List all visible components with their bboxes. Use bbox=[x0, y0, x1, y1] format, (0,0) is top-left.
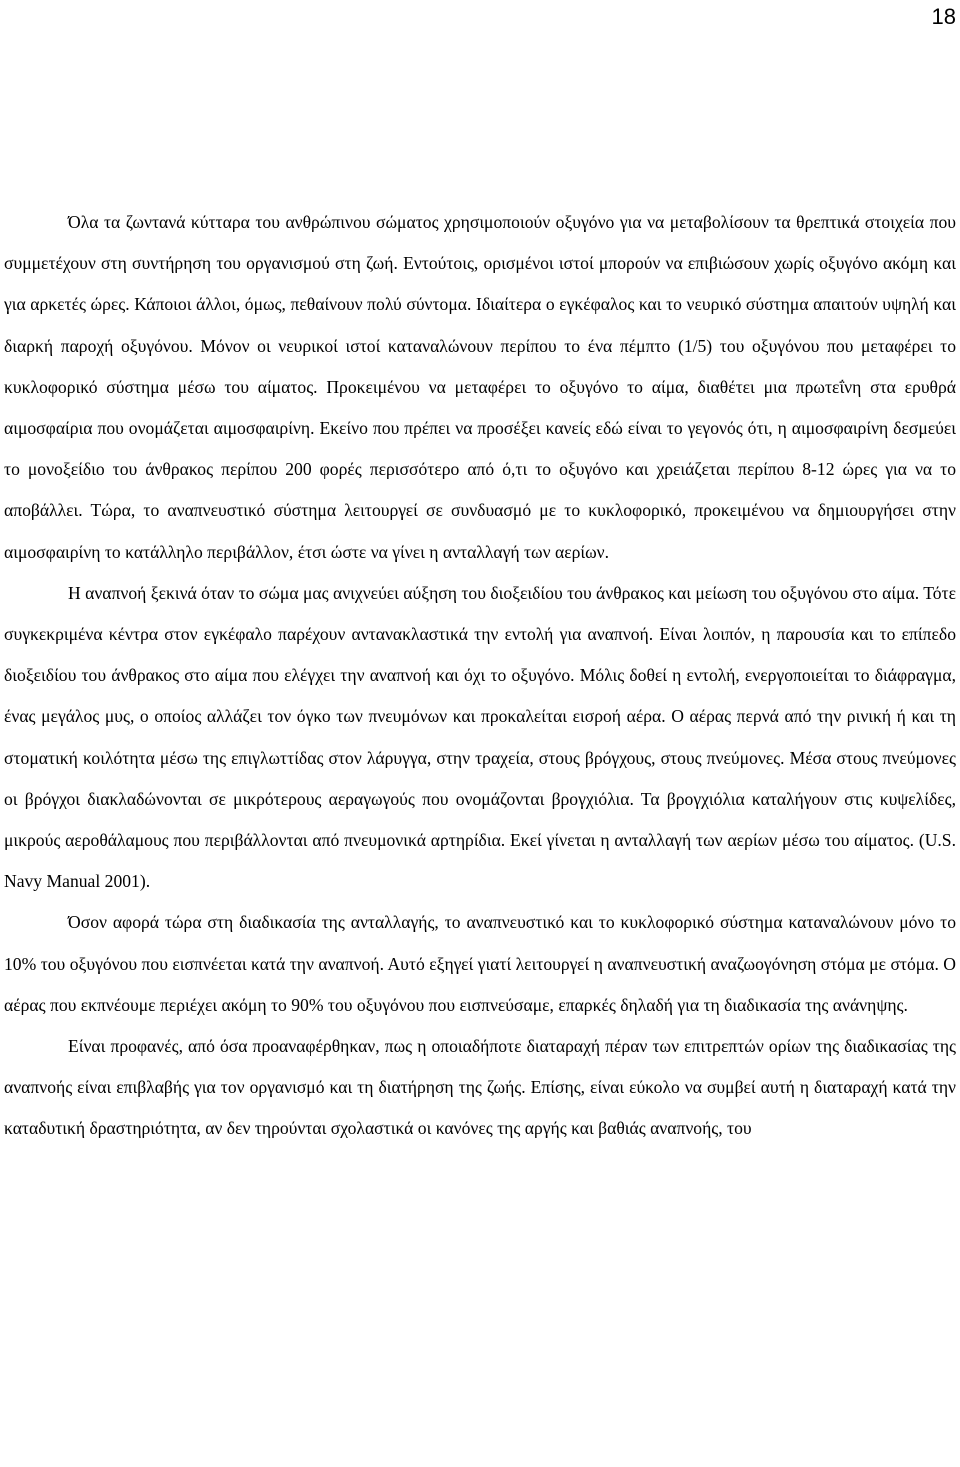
paragraph-gas-exchange: Όσον αφορά τώρα στη διαδικασία της ανταλλαγής, το αναπνευστικό και το κυκλοφορικό σύστημα καταναλώνουν μόνο το 10% του οξυγόνου που εισπνέεται κατά την αναπνοή. Αυτό εξηγεί γιατί λειτουργεί η αναπνευστική αναζωογόνηση στόμα με στόμα. Ο αέρας που εκπνέουμε περιέχει ακόμη το 90% του οξυγόνου που εισπνεύσαμε, επαρκές δηλαδή για τη διαδικασία της ανάνηψης. bbox=[4, 912, 956, 1015]
body-text bbox=[4, 202, 956, 1150]
paragraph-oxygen-cells: Όλα τα ζωντανά κύτταρα του ανθρώπινου σώματος χρησιμοποιούν οξυγόνο για να μεταβολίσουν τα θρεπτικά στοιχεία που συμμετέχουν στη συντήρηση του οργανισμού στη ζωή. Εντούτοις, ορισμένοι ιστοί μπορούν να επιβιώσουν χωρίς οξυγόνο ακόμη και για αρκετές ώρες. Κάποιοι άλλοι, όμως, πεθαίνουν πολύ σύντομα. Ιδιαίτερα ο εγκέφαλος και το νευρικό σύστημα απαιτούν υψηλή και διαρκή παροχή οξυγόνου. Μόνον οι νευρικοί ιστοί καταναλώνουν περίπου το ένα πέμπτο (1/5) του οξυγόνου που μεταφέρει το κυκλοφορικό σύστημα μέσω του αίματος. Προκειμένου να μεταφέρει το οξυγόνο το αίμα, διαθέτει μια πρωτεΐνη στα ερυθρά αιμοσφαίρια που ονομάζεται αιμοσφαιρίνη. Εκείνο που πρέπει να προσέξει κανείς εδώ είναι το γεγονός ότι, η αιμοσφαιρίνη δεσμεύει το μονοξείδιο του άνθρακος περίπου 200 φορές περισσότερο από ό,τι το οξυγόνο και χρειάζεται περίπου 8-12 ώρες για να το αποβάλλει. Τώρα, το αναπνευστικό σύστημα λειτουργεί σε συνδυασμό με το κυκλοφορικό, προκειμένου να δημιουργήσει στην αιμοσφαιρίνη το κατάλληλο περιβάλλον, έτσι ώστε να γίνει η ανταλλαγή των αερίων. bbox=[4, 212, 956, 562]
paragraph-disturbance: Είναι προφανές, από όσα προαναφέρθηκαν, πως η οποιαδήποτε διαταραχή πέραν των επιτρεπτών ορίων της διαδικασίας της αναπνοής είναι επιβλαβής για τον οργανισμό και τη διατήρηση της ζωής. Επίσης, είναι εύκολο να συμβεί αυτή η διαταραχή κατά την καταδυτική δραστηριότητα, αν δεν τηρούνται σχολαστικά οι κανόνες της αργής και βαθιάς αναπνοής, του bbox=[4, 1036, 956, 1139]
page-number: 18 bbox=[931, 4, 956, 29]
paragraph-breathing-process: Η αναπνοή ξεκινά όταν το σώμα μας ανιχνεύει αύξηση του διοξειδίου του άνθρακος και μείωση του οξυγόνου στο αίμα. Τότε συγκεκριμένα κέντρα στον εγκέφαλο παρέχουν αντανακλαστικά την εντολή για αναπνοή. Είναι λοιπόν, η παρουσία και το επίπεδο διοξειδίου του άνθρακος στο αίμα που ελέγχει την αναπνοή και όχι το οξυγόνο. Μόλις δοθεί η εντολή, ενεργοποιείται το διάφραγμα, ένας μεγάλος μυς, ο οποίος αλλάζει τον όγκο των πνευμόνων και προκαλείται εισροή αέρα. Ο αέρας περνά από την ρινική ή και τη στοματική κοιλότητα μέσω της επιγλωττίδας στον λάρυγγα, στην τραχεία, στους βρόγχους, στους πνεύμονες. Μέσα στους πνεύμονες οι βρόγχοι διακλαδώνονται σε μικρότερους αεραγωγούς που ονομάζονται βρογχιόλια. Τα βρογχιόλια καταλήγουν στις κυψελίδες, μικρούς αεροθάλαμους που περιβάλλονται από πνευμονικά αρτηρίδια. Εκεί γίνεται η ανταλλαγή των αερίων μέσω του αίματος. (U.S. Navy Manual 2001). bbox=[4, 582, 956, 892]
